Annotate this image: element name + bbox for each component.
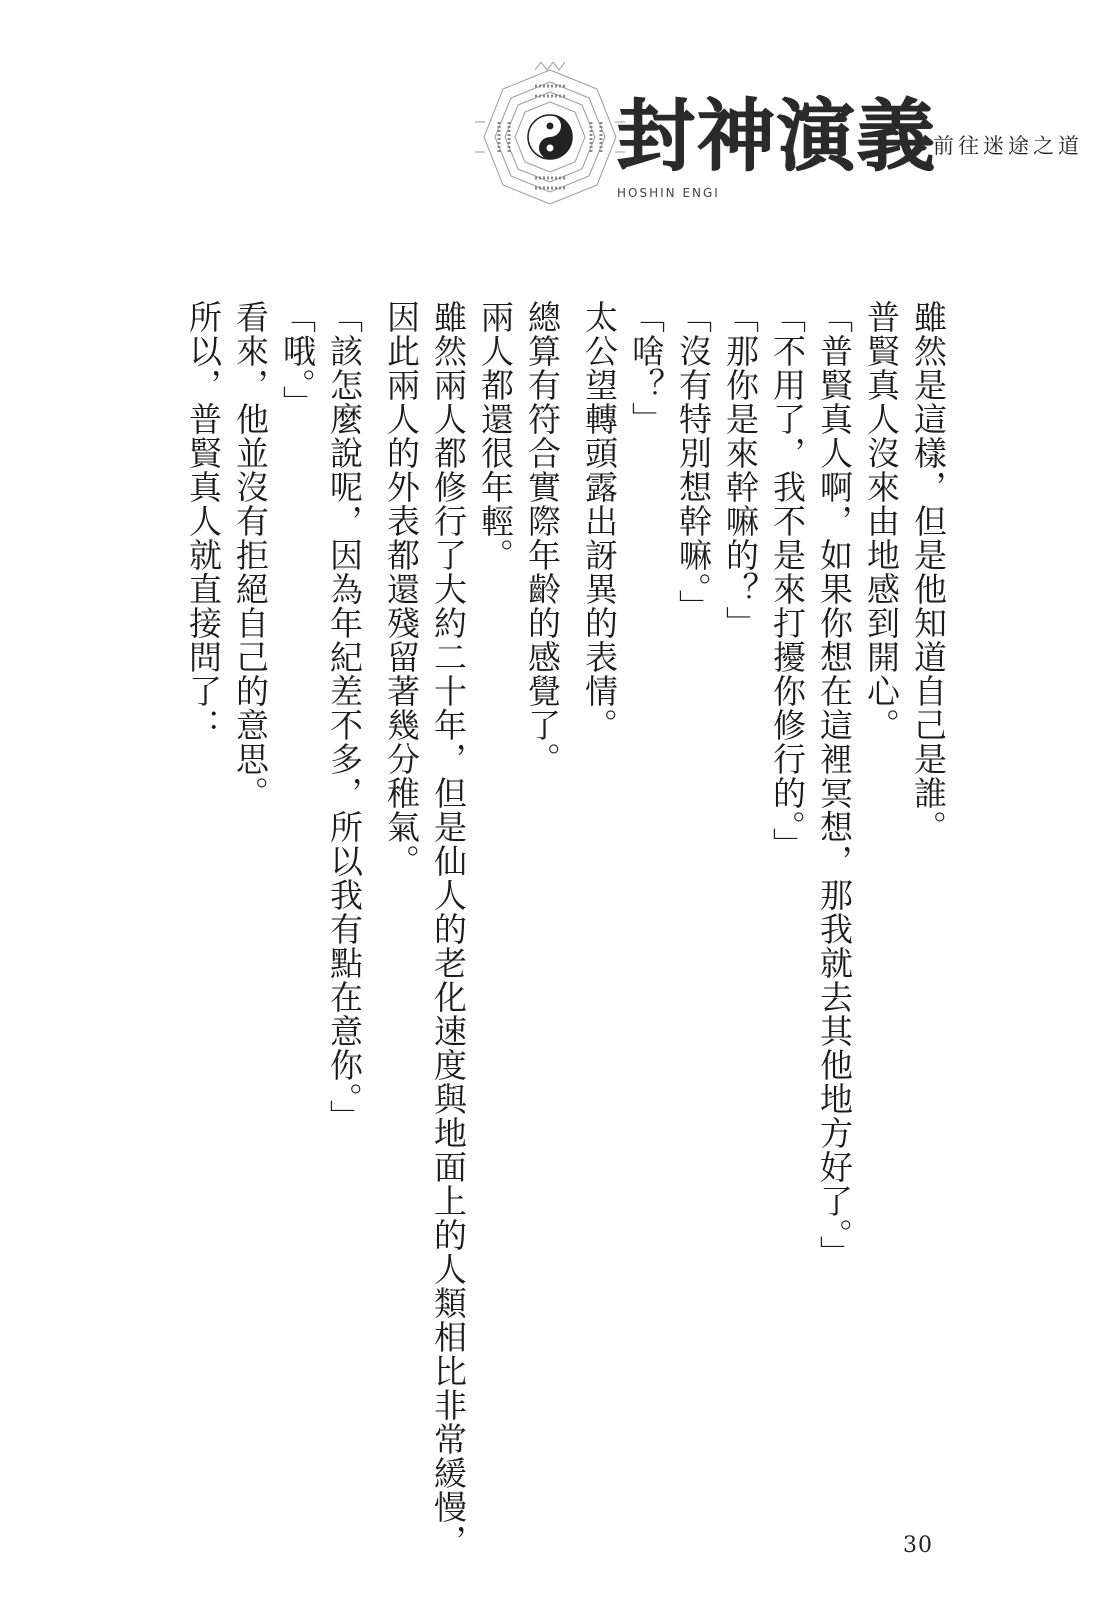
book-subtitle: 前往迷途之道 [933,134,1083,158]
paragraph: 所以，普賢真人就直接問了： [184,300,223,742]
paragraph: 「沒有特別想幹嘛。」 [674,300,713,624]
paragraph: 看來，他並沒有拒絕自己的意思。 [231,300,270,810]
paragraph: 「哦。」 [278,300,317,420]
paragraph: 雖然是這樣，但是他知道自己是誰。 [909,300,948,844]
paragraph: 「啥？」 [627,300,666,436]
paragraph: 太公望轉頭露出訝異的表情。 [580,300,619,742]
vertical-body-text [0,300,952,1575]
paragraph: 「不用了，我不是來打擾你修行的。」 [768,300,807,862]
paragraph: 總算有符合實際年齡的感覺了。 [523,300,562,776]
paragraph: 兩人都還很年輕。 [476,300,515,572]
page-number: 30 [903,1533,933,1558]
page-header [475,62,1083,212]
paragraph: 「該怎麼說呢，因為年紀差不多，所以我有點在意你。」 [325,300,364,1134]
paragraph: 普賢真人沒來由地感到開心。 [862,300,901,742]
paragraph: 「那你是來幹嘛的？」 [721,300,760,640]
taiji-bagua-icon [475,62,625,212]
book-title: 封神演義 [617,91,938,182]
paragraph: 雖然兩人都修行了大約二十年，但是仙人的老化速度與地面上的人類相比非常緩慢，因此兩人的外表都還殘留著幾分稚氣。 [382,300,468,1558]
paragraph: 「普賢真人啊，如果你想在這裡冥想，那我就去其他地方好了。」 [815,300,854,1270]
book-title-romaji: HOSHIN ENGI [617,186,720,200]
